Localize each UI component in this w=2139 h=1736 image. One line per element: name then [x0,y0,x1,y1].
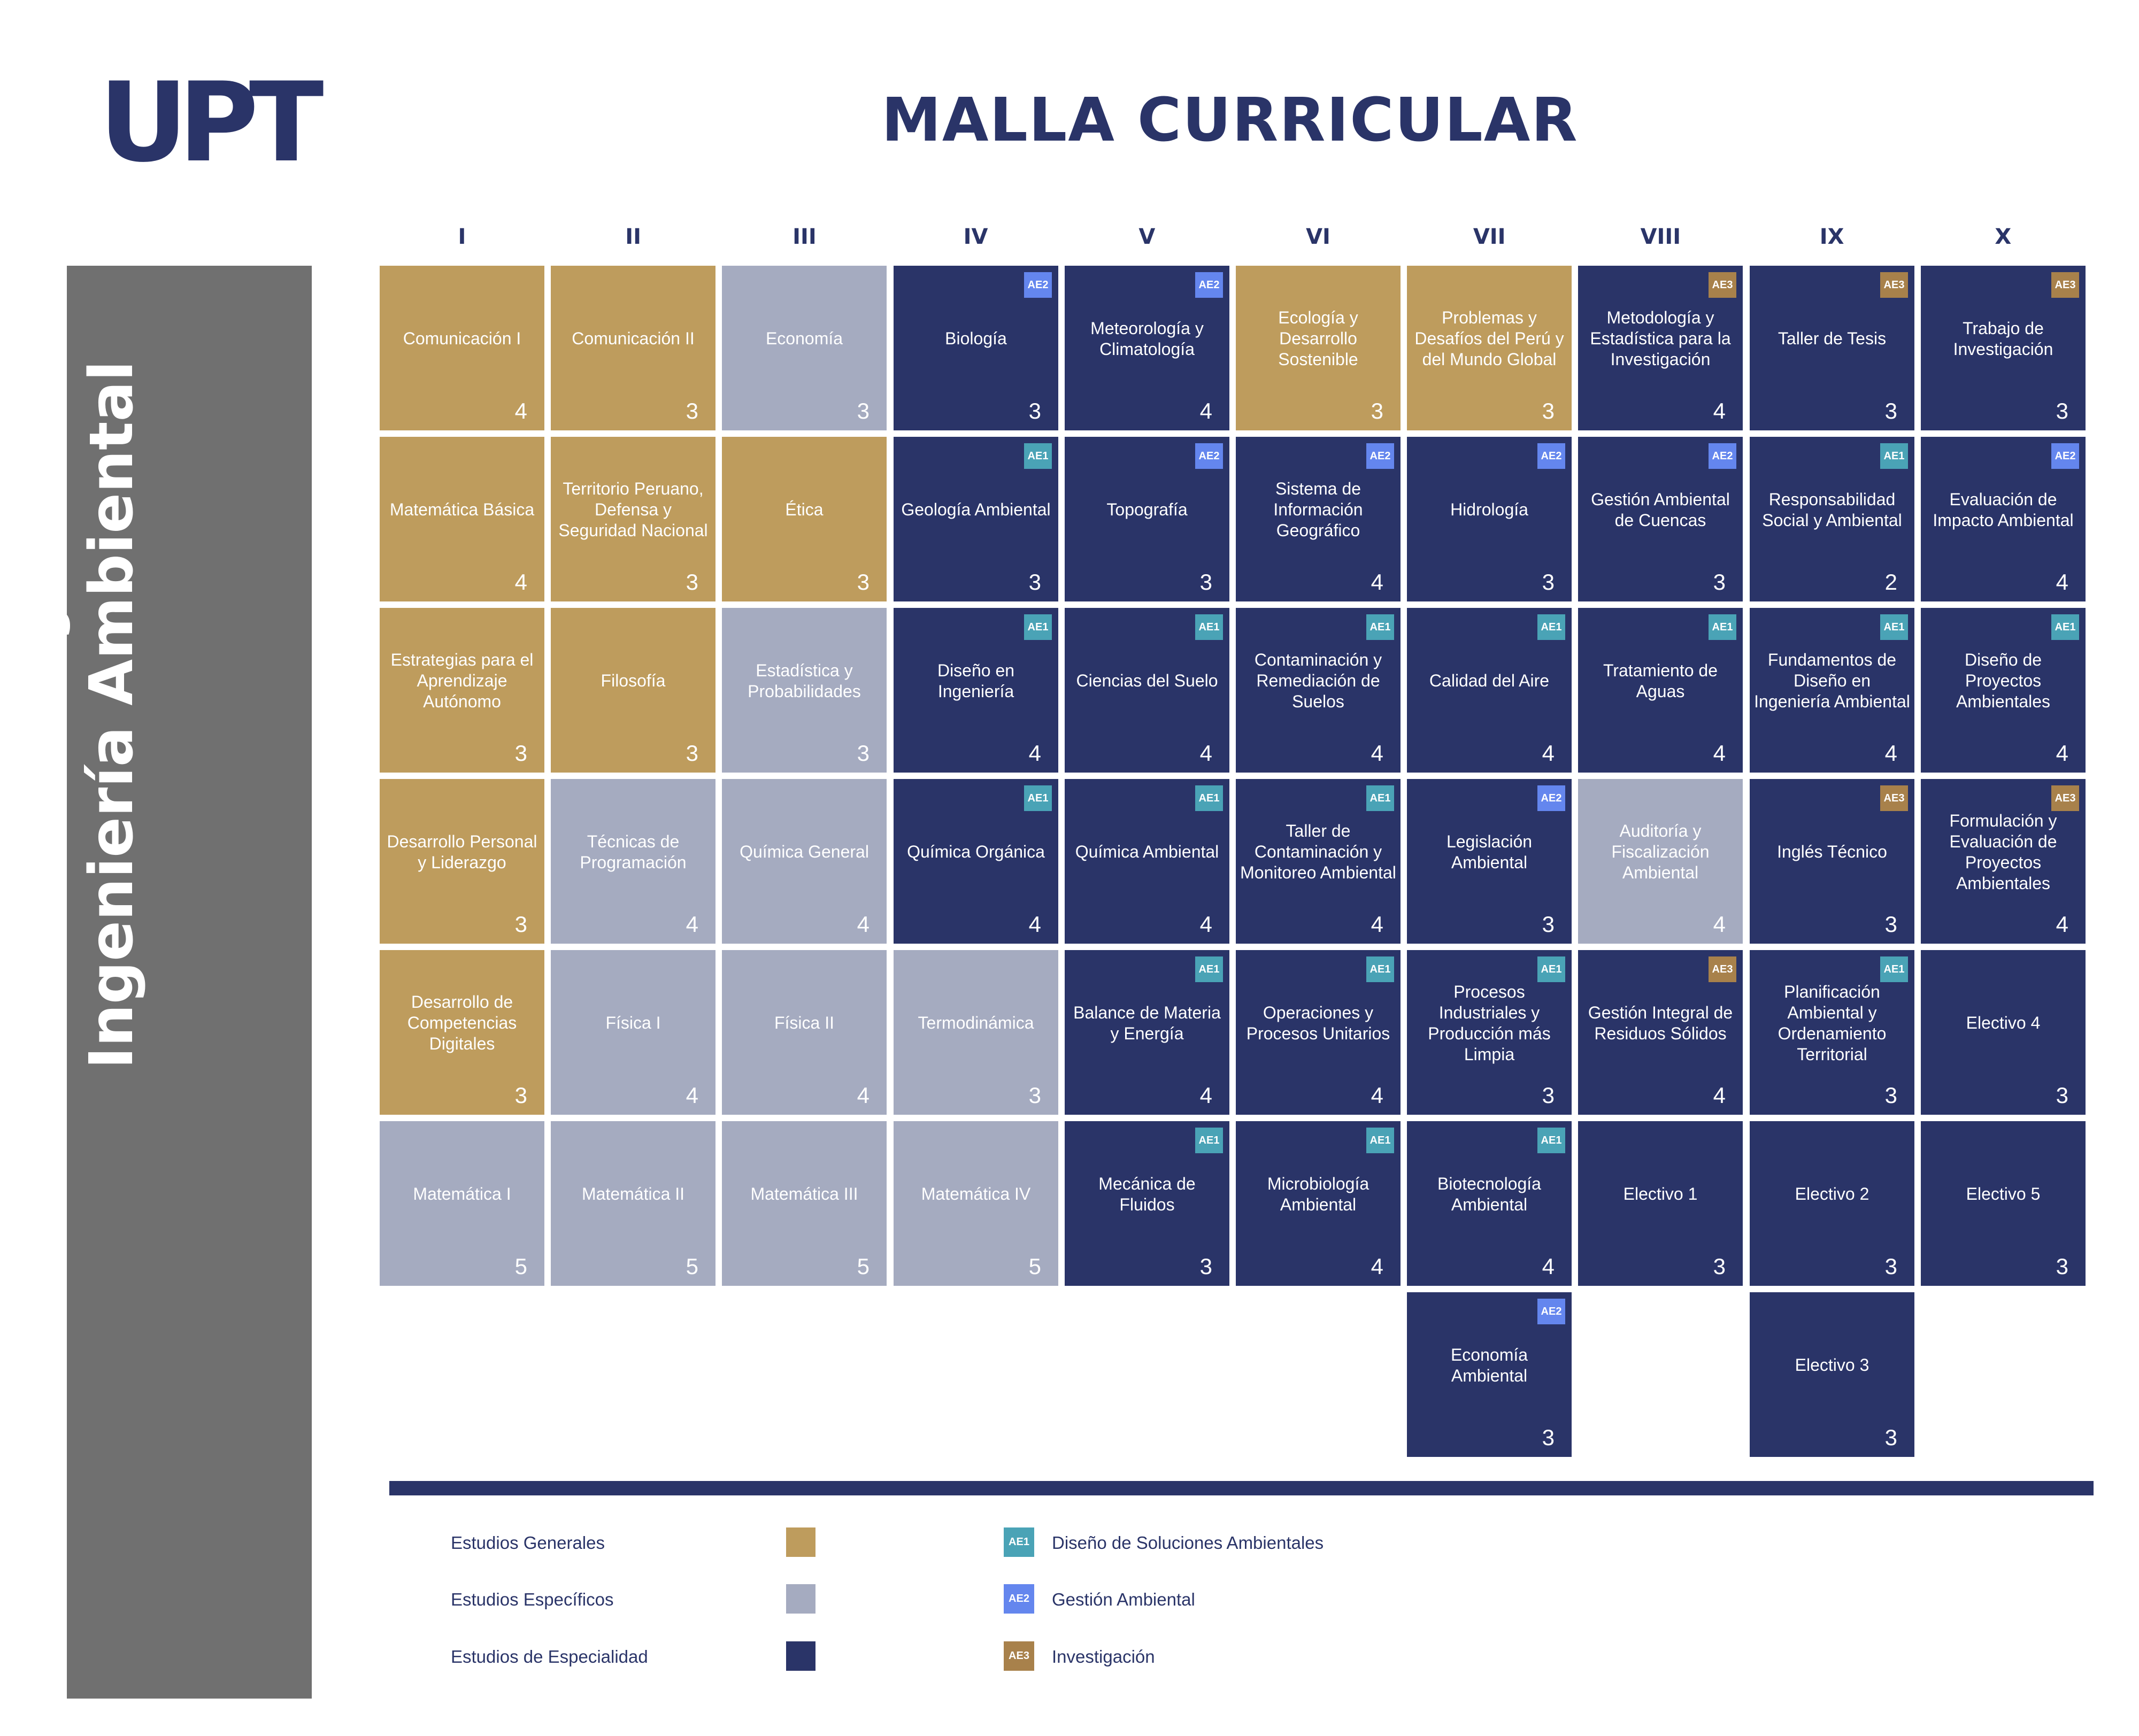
course-card [1578,950,1743,1115]
semester-header: III [792,225,817,249]
course-credits: 3 [1028,1083,1041,1108]
course-name: Problemas y Desafíos del Perú y del Mundo Global [1414,308,1564,369]
legend-swatch-especialidad [786,1641,815,1671]
course-credits: 3 [1542,398,1555,423]
course-credits: 4 [2056,569,2068,595]
legend-swatch-generales [786,1527,815,1557]
semester-header: V [1138,225,1156,249]
course-credits: 3 [514,740,527,766]
area-badge: AE1 [1195,1128,1223,1153]
course-name: Filosofía [601,671,666,690]
legend-label-especialidad: Estudios de Especialidad [451,1647,648,1666]
course-card [722,608,887,773]
course-card [722,950,887,1115]
course-card [1921,266,2086,430]
course-name: Electivo 3 [1795,1355,1869,1375]
course-name: Química Ambiental [1075,842,1219,861]
course-card [1578,608,1743,773]
course-card [1065,437,1229,601]
course-card [722,779,887,944]
course-card [1750,1292,1914,1457]
course-credits: 3 [1199,1254,1212,1279]
area-badge: AE2 [1709,443,1736,469]
area-badge: AE3 [2051,272,2079,298]
course-name: Metodología y Estadística para la Investigación [1590,308,1731,369]
area-badge: AE1 [1537,614,1565,640]
course-card [894,950,1058,1115]
course-name: Química General [740,842,869,861]
course-credits: 3 [514,1083,527,1108]
area-badge: AE1 [1195,614,1223,640]
course-name: Química Orgánica [907,842,1045,861]
course-name: Ciencias del Suelo [1076,671,1218,690]
course-credits: 4 [1199,1083,1212,1108]
course-card [1750,1121,1914,1286]
course-credits: 4 [1371,740,1383,766]
course-name: Meteorología y Climatología [1090,318,1204,359]
course-card [1407,950,1572,1115]
area-badge: AE3 [2051,785,2079,811]
course-name: Matemática IV [921,1184,1031,1203]
area-badge: AE2 [2051,443,2079,469]
course-card [380,779,544,944]
area-badge: AE1 [2051,614,2079,640]
course-card [1407,1121,1572,1286]
course-name: Estrategias para el Aprendizaje Autónomo [390,650,534,711]
course-card [1407,437,1572,601]
program-name: Ingeniería Ambiental [77,360,147,1069]
course-card [1065,608,1229,773]
course-name: Balance de Materia y Energía [1073,1002,1221,1043]
course-credits: 4 [1371,1083,1383,1108]
course-credits: 4 [686,912,698,937]
area-badge: AE2 [1537,443,1565,469]
course-credits: 3 [514,912,527,937]
area-badge: AE3 [1880,785,1908,811]
course-card [1750,437,1914,601]
course-card [551,266,715,430]
area-badge: AE1 [1537,956,1565,982]
course-credits: 3 [857,569,870,595]
course-name: Planificación Ambiental y Ordenamiento Territorial [1778,982,1887,1064]
course-card [1065,1121,1229,1286]
course-credits: 4 [1199,740,1212,766]
course-name: Sistema de Información Geográfico [1273,479,1363,540]
course-name: Economía Ambiental [1450,1345,1528,1385]
course-credits: 3 [1713,569,1726,595]
course-credits: 4 [1713,740,1726,766]
course-name: Economía [765,329,843,348]
course-card [1921,950,2086,1115]
course-credits: 5 [686,1254,698,1279]
legend-tag-ae1: AE1 [1004,1527,1034,1557]
course-card [722,1121,887,1286]
area-badge: AE3 [1709,956,1736,982]
course-name: Trabajo de Investigación [1953,318,2053,359]
course-credits: 3 [1028,569,1041,595]
course-name: Territorio Peruano, Defensa y Seguridad Nacional [558,479,708,540]
upt-logo: UPT [99,59,314,187]
course-credits: 3 [1542,569,1555,595]
semester-header: X [1995,225,2012,249]
course-name: Desarrollo de Competencias Digitales [407,992,517,1053]
course-card [1921,437,2086,601]
course-name: Estadística y Probabilidades [748,660,861,701]
course-name: Diseño de Proyectos Ambientales [1956,650,2051,711]
area-badge: AE1 [1024,785,1052,811]
area-badge: AE1 [1537,1128,1565,1153]
course-name: Electivo 4 [1966,1013,2041,1032]
course-card [1407,1292,1572,1457]
legend-label-especificos: Estudios Específicos [451,1590,614,1609]
sidebar-text [16,100,229,1330]
course-name: Microbiología Ambiental [1267,1174,1369,1214]
course-card [551,1121,715,1286]
course-name: Diseño en Ingeniería [937,660,1015,701]
course-credits: 3 [857,398,870,423]
course-card [1578,1121,1743,1286]
course-name: Mecánica de Fluidos [1098,1174,1196,1214]
page-title: MALLA CURRICULAR [881,86,1579,155]
course-card [722,437,887,601]
course-credits: 4 [1371,1254,1383,1279]
course-card [1578,437,1743,601]
course-name: Operaciones y Procesos Unitarios [1246,1002,1390,1043]
course-name: Legislación Ambiental [1446,831,1533,872]
course-credits: 4 [1713,912,1726,937]
course-name: Auditoría y Fiscalización Ambiental [1611,821,1710,882]
course-card [1407,779,1572,944]
course-credits: 4 [2056,912,2068,937]
course-name: Matemática I [413,1184,511,1203]
course-card [380,950,544,1115]
course-name: Taller de Contaminación y Monitoreo Ambiental [1240,821,1396,882]
course-name: Responsabilidad Social y Ambiental [1762,489,1902,530]
course-name: Calidad del Aire [1429,671,1550,690]
faculty-name: Facultad de Ingeniería [19,431,71,999]
semester-header: II [625,225,642,249]
course-name: Topografía [1106,500,1188,519]
course-name: Formulación y Evaluación de Proyectos Ambientales [1949,811,2057,893]
course-name: Biotecnología Ambiental [1437,1174,1541,1214]
area-badge: AE2 [1024,272,1052,298]
course-credits: 3 [686,569,698,595]
course-name: Electivo 1 [1623,1184,1698,1203]
area-badge: AE1 [1366,956,1394,982]
course-card [1236,1121,1401,1286]
course-card [1407,266,1572,430]
course-card [1750,266,1914,430]
course-credits: 3 [686,398,698,423]
course-credits: 3 [1884,398,1897,423]
semester-header: VIII [1640,225,1681,249]
course-credits: 4 [1542,1254,1555,1279]
course-credits: 2 [1884,569,1897,595]
divider-bar [389,1481,2094,1495]
course-credits: 4 [1028,740,1041,766]
course-name: Comunicación I [403,329,521,348]
area-badge: AE2 [1537,1299,1565,1324]
course-card [1407,608,1572,773]
course-name: Biología [945,329,1007,348]
course-card [1750,608,1914,773]
legend-swatch-especificos [786,1584,815,1614]
course-card [1065,950,1229,1115]
area-badge: AE2 [1195,443,1223,469]
course-card [894,779,1058,944]
course-card [894,266,1058,430]
course-credits: 5 [857,1254,870,1279]
course-credits: 3 [1199,569,1212,595]
course-card [894,1121,1058,1286]
course-credits: 4 [1371,912,1383,937]
area-badge: AE1 [1195,956,1223,982]
course-name: Comunicación II [572,329,695,348]
course-card [1921,1121,2086,1286]
semester-header: IX [1819,225,1844,249]
course-name: Procesos Industriales y Producción más Limpia [1428,982,1551,1064]
course-credits: 3 [1542,912,1555,937]
course-name: Evaluación de Impacto Ambiental [1933,489,2074,530]
course-card [380,608,544,773]
area-badge: AE1 [1024,614,1052,640]
semester-header: VII [1473,225,1506,249]
semester-header: IV [963,225,988,249]
course-name: Matemática II [581,1184,685,1203]
course-card [1236,608,1401,773]
area-badge: AE1 [1880,614,1908,640]
course-credits: 3 [2056,1254,2068,1279]
semester-header: VI [1306,225,1330,249]
area-badge: AE2 [1195,272,1223,298]
course-credits: 4 [1884,740,1897,766]
course-card [1578,779,1743,944]
course-credits: 4 [1371,569,1383,595]
course-name: Electivo 5 [1966,1184,2041,1203]
legend-label-ae3: Investigación [1052,1647,1155,1666]
course-card [551,950,715,1115]
course-name: Desarrollo Personal y Liderazgo [387,831,537,872]
course-card [894,608,1058,773]
area-badge: AE1 [1709,614,1736,640]
course-credits: 4 [514,569,527,595]
course-name: Ética [785,500,824,519]
course-credits: 3 [1542,1083,1555,1108]
area-badge: AE2 [1537,785,1565,811]
course-credits: 4 [1713,1083,1726,1108]
course-credits: 4 [857,912,870,937]
course-name: Fundamentos de Diseño en Ingeniería Ambiental [1754,650,1910,711]
course-credits: 3 [1884,1083,1897,1108]
course-card [551,779,715,944]
course-name: Gestión Ambiental de Cuencas [1591,489,1730,530]
course-credits: 4 [1028,912,1041,937]
legend-tag-ae3: AE3 [1004,1641,1034,1671]
course-name: Matemática III [750,1184,858,1203]
course-card [1065,779,1229,944]
course-card [1236,950,1401,1115]
course-name: Geología Ambiental [901,500,1051,519]
course-credits: 3 [1371,398,1383,423]
course-card [551,608,715,773]
course-card [380,266,544,430]
area-badge: AE3 [1880,272,1908,298]
course-card [1065,266,1229,430]
course-card [1921,608,2086,773]
course-name: Inglés Técnico [1777,842,1887,861]
course-name: Termodinámica [918,1013,1034,1032]
course-credits: 4 [686,1083,698,1108]
area-badge: AE1 [1880,956,1908,982]
course-card [722,266,887,430]
area-badge: AE3 [1709,272,1736,298]
course-card [1236,266,1401,430]
course-name: Contaminación y Remediación de Suelos [1254,650,1382,711]
course-credits: 3 [1028,398,1041,423]
legend-label-ae2: Gestión Ambiental [1052,1590,1195,1609]
course-credits: 3 [1542,1425,1555,1450]
course-credits: 3 [1884,1254,1897,1279]
course-credits: 3 [1884,1425,1897,1450]
course-name: Física I [605,1013,661,1032]
course-name: Matemática Básica [389,500,535,519]
course-card [380,1121,544,1286]
course-card [894,437,1058,601]
area-badge: AE1 [1024,443,1052,469]
area-badge: AE1 [1880,443,1908,469]
course-credits: 4 [2056,740,2068,766]
course-credits: 3 [1713,1254,1726,1279]
legend-tag-ae2: AE2 [1004,1584,1034,1614]
course-name: Técnicas de Programación [580,831,687,872]
course-card [1750,779,1914,944]
course-credits: 3 [2056,1083,2068,1108]
area-badge: AE2 [1366,443,1394,469]
course-credits: 4 [1542,740,1555,766]
legend-label-generales: Estudios Generales [451,1533,605,1553]
course-name: Taller de Tesis [1778,329,1887,348]
area-badge: AE1 [1366,1128,1394,1153]
course-credits: 3 [1884,912,1897,937]
course-card [1236,437,1401,601]
course-credits: 4 [1713,398,1726,423]
course-credits: 5 [1028,1254,1041,1279]
course-card [1236,779,1401,944]
course-credits: 3 [686,740,698,766]
course-name: Hidrología [1450,500,1528,519]
course-card [1750,950,1914,1115]
course-credits: 3 [857,740,870,766]
course-credits: 4 [857,1083,870,1108]
course-name: Ecología y Desarrollo Sostenible [1278,308,1358,369]
course-card [1921,779,2086,944]
course-card [1578,266,1743,430]
course-credits: 4 [1199,912,1212,937]
course-card [380,437,544,601]
course-card [551,437,715,601]
semester-header: I [458,225,466,249]
course-name: Electivo 2 [1795,1184,1869,1203]
course-name: Física II [774,1013,834,1032]
area-badge: AE1 [1366,614,1394,640]
legend-label-ae1: Diseño de Soluciones Ambientales [1052,1533,1324,1553]
course-name: Tratamiento de Aguas [1603,660,1718,701]
area-badge: AE1 [1195,785,1223,811]
course-credits: 4 [514,398,527,423]
course-credits: 3 [2056,398,2068,423]
course-credits: 5 [514,1254,527,1279]
course-credits: 4 [1199,398,1212,423]
area-badge: AE1 [1366,785,1394,811]
course-name: Gestión Integral de Residuos Sólidos [1588,1002,1733,1043]
